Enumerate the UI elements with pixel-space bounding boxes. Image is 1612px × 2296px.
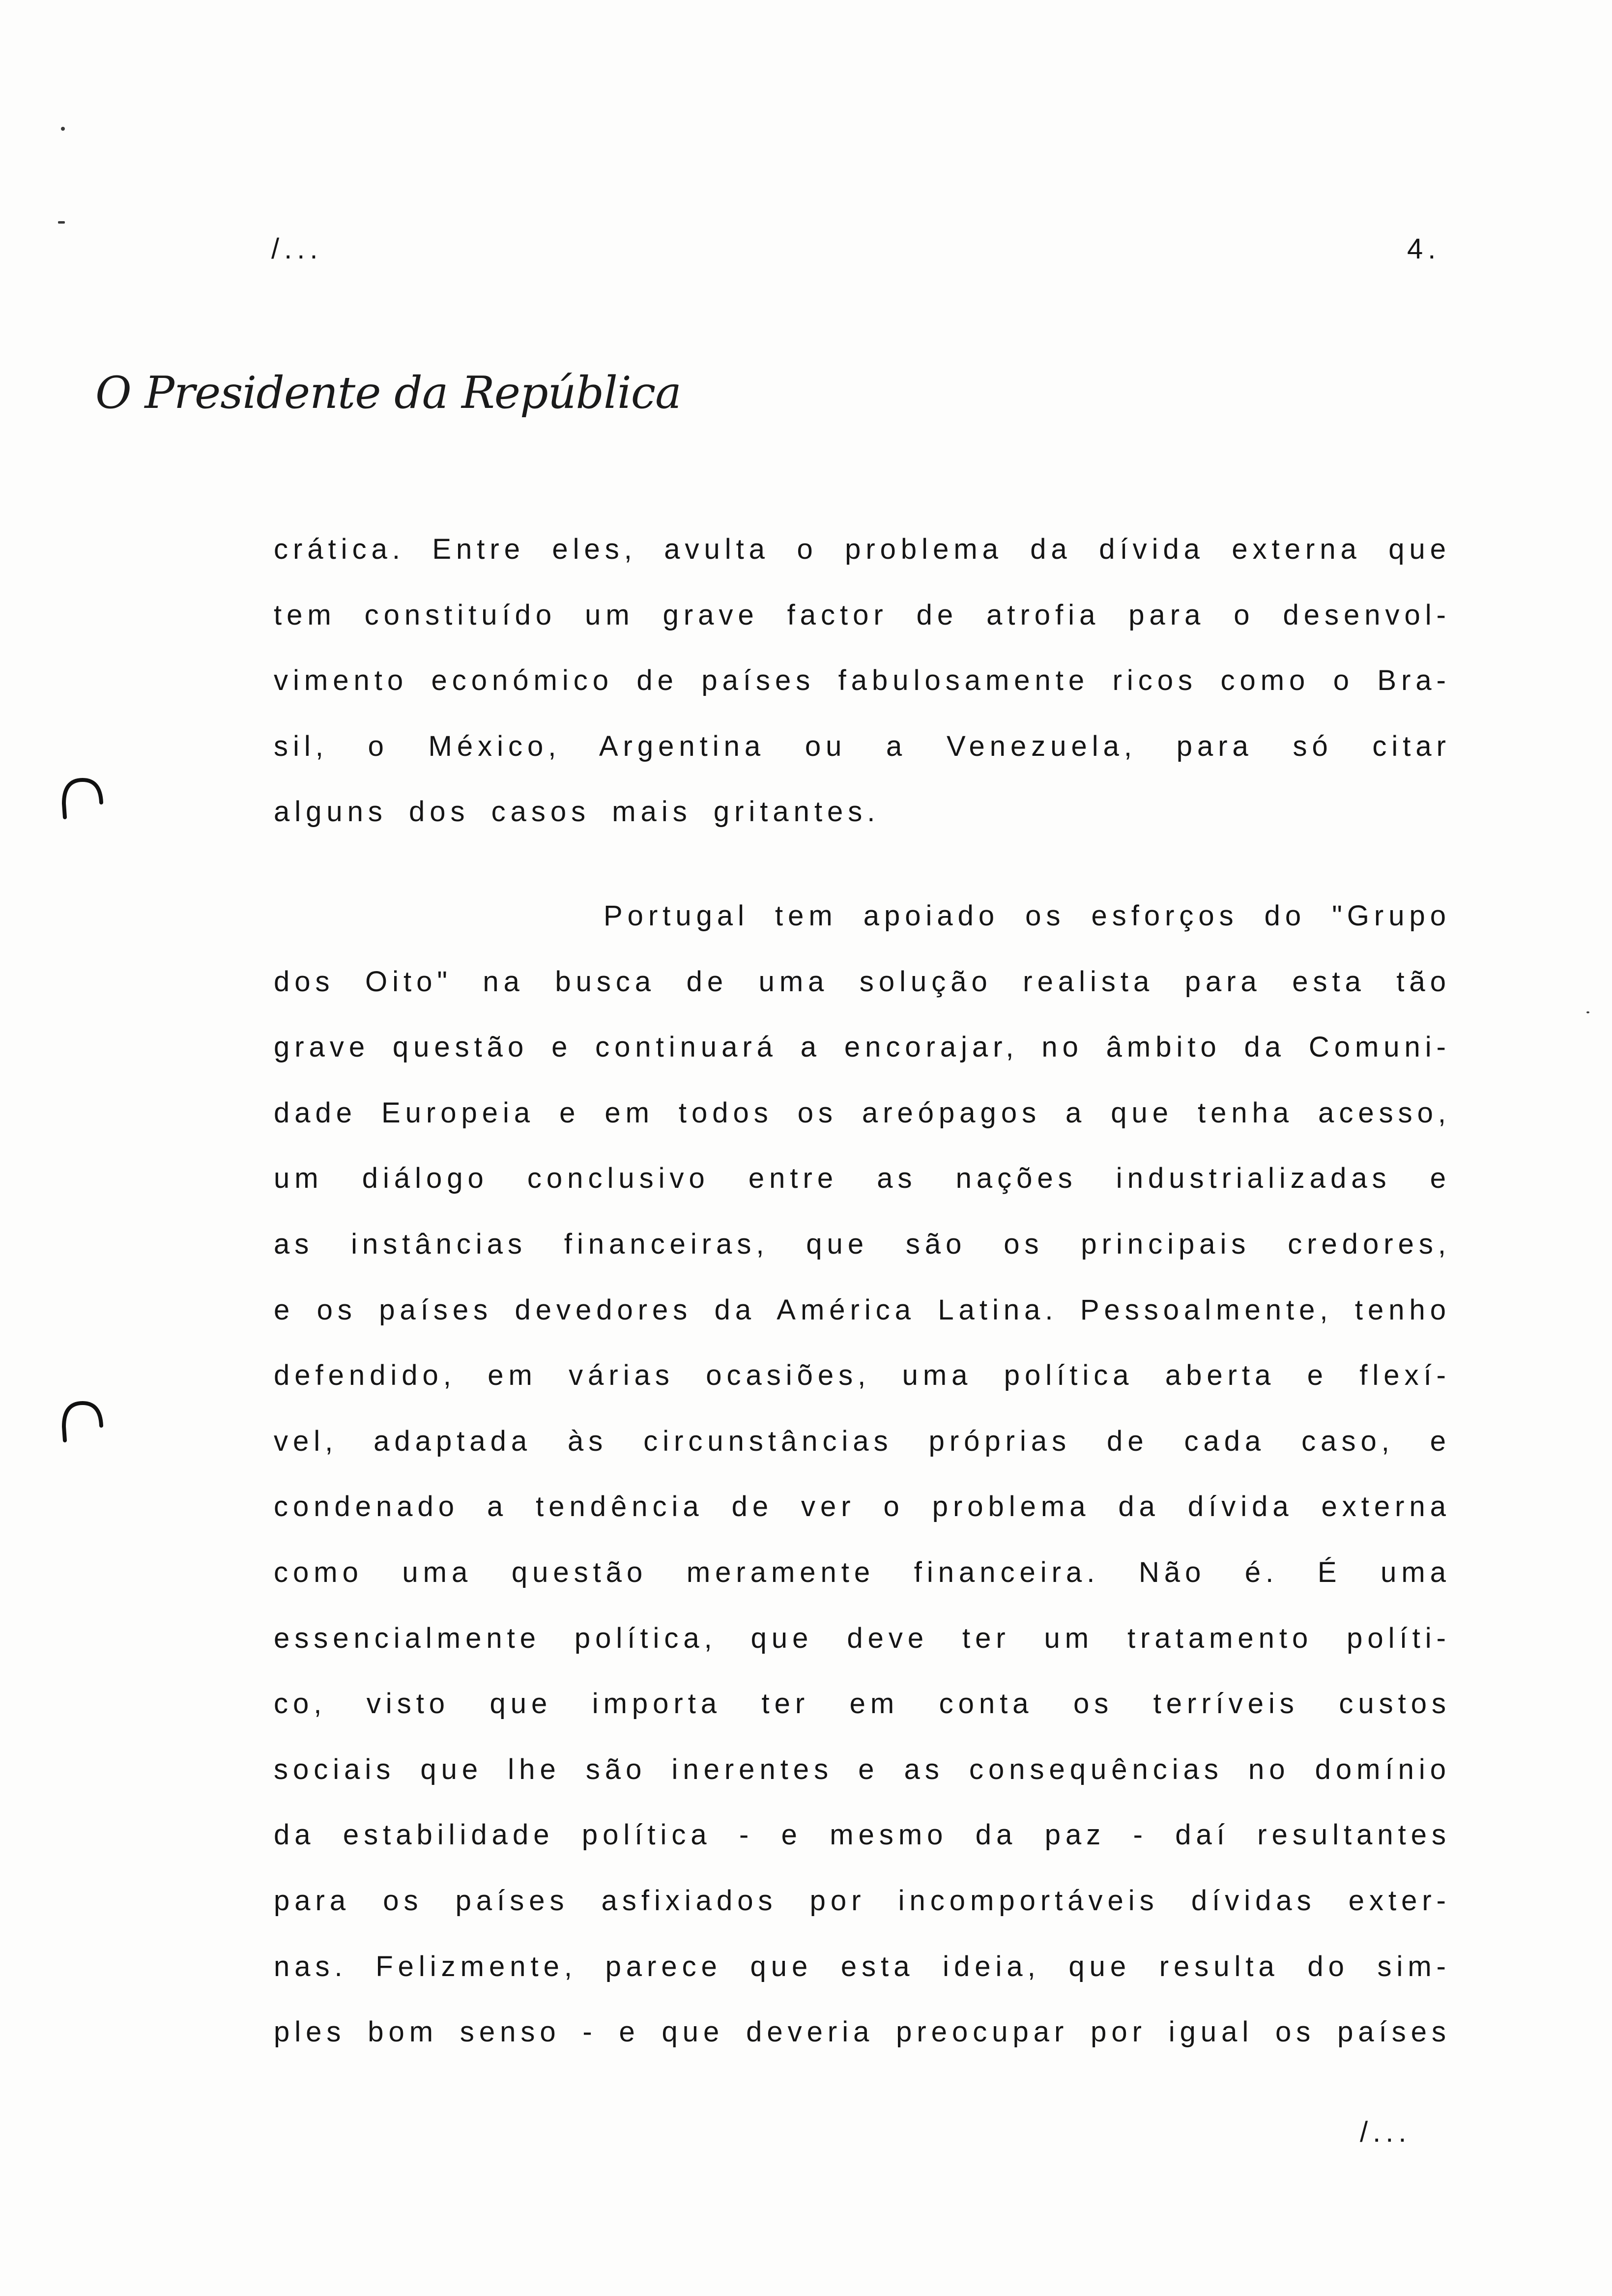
text-line: sil, o México, Argentina ou a Venezuela, para só citar: [274, 730, 1451, 762]
paragraph: [274, 517, 1451, 845]
continuation-mark-top: /...: [271, 233, 323, 265]
text-line: um diálogo conclusivo entre as nações industrializadas e: [274, 1162, 1451, 1195]
text-line: como uma questão meramente financeira. Não é. É uma: [274, 1556, 1451, 1588]
punch-hole-icon: [59, 774, 106, 823]
text-line: Portugal tem apoiado os esforços do "Grupo: [604, 900, 1451, 932]
text-line: as instâncias financeiras, que são os principais credores,: [274, 1228, 1451, 1260]
text-line: nas. Felizmente, parece que esta ideia, que resulta do sim-: [274, 1950, 1451, 1982]
punch-hole-icon: [59, 1397, 106, 1446]
text-line: essencialmente política, que deve ter um tratamento políti-: [274, 1622, 1451, 1654]
text-line: da estabilidade política - e mesmo da paz - daí resultantes: [274, 1819, 1451, 1851]
paragraph: [274, 883, 1451, 2065]
scan-speck: [1586, 1011, 1589, 1013]
text-line: dos Oito" na busca de uma solução realista para esta tão: [274, 965, 1451, 998]
text-line: crática. Entre eles, avulta o problema da dívida externa que: [274, 533, 1451, 565]
text-line: tem constituído um grave factor de atrofia para o desenvol-: [274, 599, 1451, 631]
scan-speck: [61, 127, 65, 131]
text-line: alguns dos casos mais gritantes.: [274, 796, 880, 828]
text-line: vimento económico de países fabulosamente ricos como o Bra-: [274, 664, 1451, 697]
text-line: e os países devedores da América Latina. Pessoalmente, tenho: [274, 1293, 1451, 1326]
text-line: grave questão e continuará a encorajar, no âmbito da Comuni-: [274, 1031, 1451, 1063]
text-line: para os países asfixiados por incomportáveis dívidas exter-: [274, 1884, 1451, 1917]
text-line: defendido, em várias ocasiões, uma política aberta e flexí-: [274, 1359, 1451, 1392]
scan-speck: [58, 221, 65, 224]
text-line: co, visto que importa ter em conta os terríveis custos: [274, 1688, 1451, 1720]
continuation-mark-bottom: /...: [1360, 2116, 1411, 2148]
text-line: dade Europeia e em todos os areópagos a que tenha acesso,: [274, 1096, 1451, 1129]
letterhead-title: O Presidente da República: [95, 367, 681, 419]
text-line: ples bom senso - e que deveria preocupar por igual os países: [274, 2016, 1451, 2048]
text-line: vel, adaptada às circunstâncias próprias de cada caso, e: [274, 1425, 1451, 1457]
page-number: 4.: [1407, 233, 1441, 265]
text-line: condenado a tendência de ver o problema da dívida externa: [274, 1491, 1451, 1523]
text-line: sociais que lhe são inerentes e as consequências no domínio: [274, 1753, 1451, 1785]
